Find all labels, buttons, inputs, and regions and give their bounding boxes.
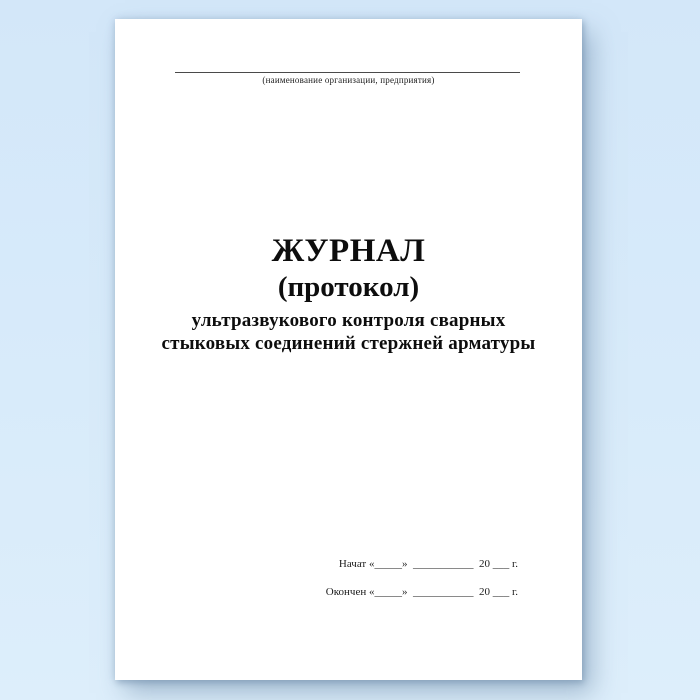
date-started-line: Начат «_____» ___________ 20 ___ г. [338, 558, 518, 570]
journal-description-line1: ультразвукового контроля сварных [191, 309, 506, 331]
organization-name-blank-line [175, 72, 520, 73]
journal-cover-page [115, 19, 582, 680]
journal-subtitle: (протокол) [277, 271, 420, 304]
journal-description [115, 309, 582, 356]
dates-block [326, 558, 518, 599]
date-finished-line: Окончен «_____» ___________ 20 ___ г. [325, 586, 518, 599]
journal-description-line2: стыковых соединений стержней арматуры [161, 333, 536, 355]
title-block [115, 233, 582, 356]
journal-title: ЖУРНАЛ [271, 233, 426, 269]
organization-caption: (наименование организации, предприятия) [262, 75, 435, 85]
